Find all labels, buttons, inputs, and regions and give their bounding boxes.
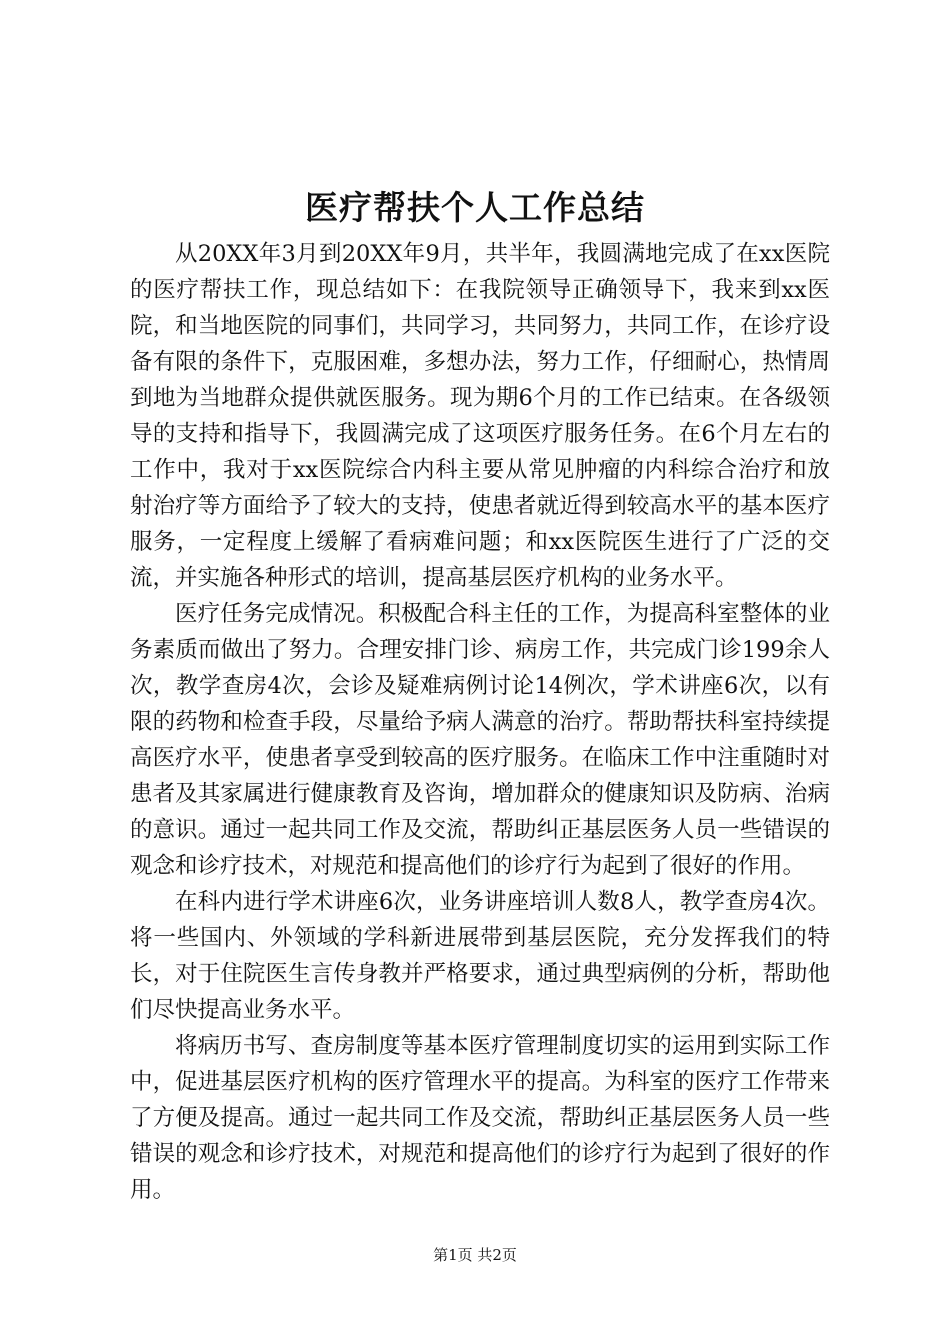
paragraph-intro: 从20XX年3月到20XX年9月，共半年，我圆满地完成了在xx医院的医疗帮扶工作，现总结如下：在我院领导正确领导下，我来到xx医院，和当地医院的同事们，共同学习，共同努力，共同工作，在诊疗设备有限的条件下，克服困难，多想办法，努力工作，仔细耐心，热情周到地为当地群众提供就医服务。现为期6个月的工作已结束。在各级领导的支持和指导下，我圆满完成了这项医疗服务任务。在6个月左右的工作中，我对于xx医院综合内科主要从常见肿瘤的内科综合治疗和放射治疗等方面给予了较大的支持，使患者就近得到较高水平的基本医疗服务，一定程度上缓解了看病难问题；和xx医院医生进行了广泛的交流，并实施各种形式的培训，提高基层医疗机构的业务水平。 [130,241,830,591]
document-title: 医疗帮扶个人工作总结 [305,188,645,227]
document-body [130,236,830,1208]
paragraph-lectures: 在科内进行学术讲座6次，业务讲座培训人数8人，教学查房4次。将一些国内、外领域的学科新进展带到基层医院，充分发挥我们的特长，对于住院医生言传身教并严格要求，通过典型病例的分析，帮助他们尽快提高业务水平。 [130,889,830,1023]
page-footer: 第1页 共2页 [433,1246,517,1264]
paragraph-management: 将病历书写、查房制度等基本医疗管理制度切实的运用到实际工作中，促进基层医疗机构的医疗管理水平的提高。为科室的医疗工作带来了方便及提高。通过一起共同工作及交流，帮助纠正基层医务人员一些错误的观念和诊疗技术，对规范和提高他们的诊疗行为起到了很好的作用。 [130,1033,830,1203]
paragraph-task-completion: 医疗任务完成情况。积极配合科主任的工作，为提高科室整体的业务素质而做出了努力。合理安排门诊、病房工作，共完成门诊199余人次，教学查房4次，会诊及疑难病例讨论14例次，学术讲座6次，以有限的药物和检查手段，尽量给予病人满意的治疗。帮助帮扶科室持续提高医疗水平，使患者享受到较高的医疗服务。在临床工作中注重随时对患者及其家属进行健康教育及咨询，增加群众的健康知识及防病、治病的意识。通过一起共同工作及交流，帮助纠正基层医务人员一些错误的观念和诊疗技术，对规范和提高他们的诊疗行为起到了很好的作用。 [130,601,830,879]
